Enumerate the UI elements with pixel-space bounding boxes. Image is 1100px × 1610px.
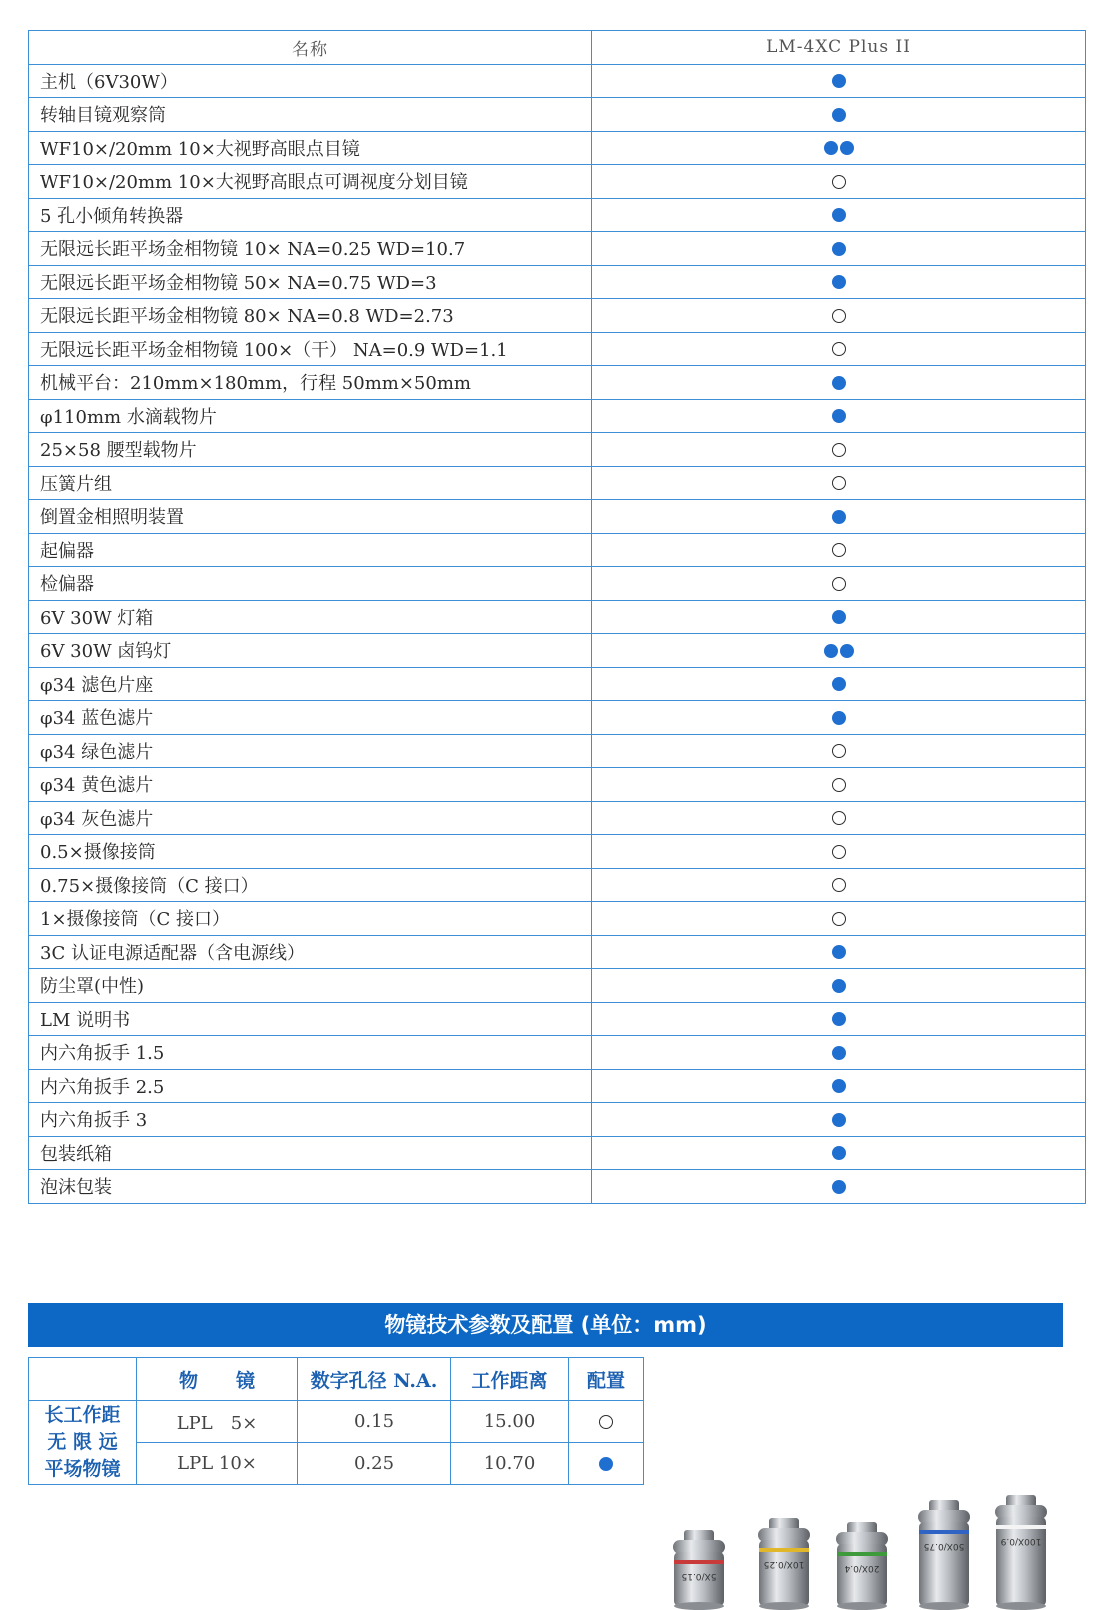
optional-mark-icon bbox=[832, 912, 846, 926]
optional-mark-icon bbox=[832, 577, 846, 591]
table-row bbox=[29, 366, 1086, 400]
standard-mark-icon bbox=[832, 711, 846, 725]
item-name: 压簧片组 bbox=[29, 466, 592, 500]
standard-mark-icon bbox=[832, 108, 846, 122]
item-mark bbox=[592, 232, 1086, 266]
item-mark bbox=[592, 1002, 1086, 1036]
header-model: LM-4XC Plus II bbox=[592, 31, 1086, 65]
standard-mark-icon bbox=[832, 376, 846, 390]
optional-mark-icon bbox=[832, 342, 846, 356]
item-name: 1×摄像接筒（C 接口） bbox=[29, 902, 592, 936]
table-row bbox=[29, 500, 1086, 534]
standard-mark-icon bbox=[832, 208, 846, 222]
item-mark bbox=[592, 902, 1086, 936]
objective-header-config: 配置 bbox=[569, 1358, 644, 1401]
table-row bbox=[29, 801, 1086, 835]
item-mark bbox=[592, 98, 1086, 132]
table-row bbox=[29, 868, 1086, 902]
item-mark bbox=[592, 399, 1086, 433]
standard-mark-icon bbox=[832, 242, 846, 256]
item-mark bbox=[592, 500, 1086, 534]
item-mark bbox=[592, 801, 1086, 835]
table-row bbox=[29, 98, 1086, 132]
header-name: 名称 bbox=[29, 31, 592, 65]
item-name: 转轴目镜观察筒 bbox=[29, 98, 592, 132]
optional-mark-icon bbox=[832, 778, 846, 792]
item-name: LM 说明书 bbox=[29, 1002, 592, 1036]
lens-label: 10X/0.25 bbox=[763, 1559, 805, 1569]
table-row bbox=[29, 768, 1086, 802]
table-row bbox=[29, 1136, 1086, 1170]
table-row bbox=[29, 332, 1086, 366]
item-mark bbox=[592, 634, 1086, 668]
standard-mark-icon bbox=[599, 1457, 613, 1471]
standard-mark-icon bbox=[832, 677, 846, 691]
item-mark bbox=[592, 935, 1086, 969]
item-mark bbox=[592, 1170, 1086, 1204]
objective-row bbox=[29, 1401, 644, 1443]
objective-wd: 15.00 bbox=[451, 1401, 569, 1443]
item-name: 倒置金相照明装置 bbox=[29, 500, 592, 534]
objective-config bbox=[569, 1443, 644, 1485]
objective-lens-image bbox=[915, 1500, 973, 1610]
standard-mark-icon bbox=[824, 644, 838, 658]
item-name: φ34 绿色滤片 bbox=[29, 734, 592, 768]
optional-mark-icon bbox=[832, 476, 846, 490]
item-name: 0.5×摄像接筒 bbox=[29, 835, 592, 869]
table-row bbox=[29, 734, 1086, 768]
optional-mark-icon bbox=[832, 543, 846, 557]
item-name: 主机（6V30W） bbox=[29, 64, 592, 98]
table-row bbox=[29, 299, 1086, 333]
objective-name: LPL 5× bbox=[137, 1401, 298, 1443]
item-mark bbox=[592, 1069, 1086, 1103]
item-mark bbox=[592, 734, 1086, 768]
item-name: 泡沫包装 bbox=[29, 1170, 592, 1204]
standard-mark-icon bbox=[832, 1012, 846, 1026]
table-row bbox=[29, 634, 1086, 668]
item-mark bbox=[592, 667, 1086, 701]
table-row bbox=[29, 399, 1086, 433]
item-name: 无限远长距平场金相物镜 80× NA=0.8 WD=2.73 bbox=[29, 299, 592, 333]
lens-label: 5X/0.15 bbox=[681, 1571, 717, 1581]
objective-header-objective: 物 镜 bbox=[137, 1358, 298, 1401]
standard-mark-icon bbox=[832, 409, 846, 423]
standard-mark-icon bbox=[832, 979, 846, 993]
standard-mark-icon bbox=[832, 1146, 846, 1160]
optional-mark-icon bbox=[832, 443, 846, 457]
item-mark bbox=[592, 64, 1086, 98]
item-name: 无限远长距平场金相物镜 50× NA=0.75 WD=3 bbox=[29, 265, 592, 299]
table-row bbox=[29, 835, 1086, 869]
objective-config bbox=[569, 1401, 644, 1443]
item-name: 起偏器 bbox=[29, 533, 592, 567]
item-name: 包装纸箱 bbox=[29, 1136, 592, 1170]
objective-section-title: 物镜技术参数及配置 (单位：mm) bbox=[28, 1303, 1063, 1347]
optional-mark-icon bbox=[832, 878, 846, 892]
table-row bbox=[29, 902, 1086, 936]
item-name: 无限远长距平场金相物镜 10× NA=0.25 WD=10.7 bbox=[29, 232, 592, 266]
item-mark bbox=[592, 165, 1086, 199]
item-name: φ34 滤色片座 bbox=[29, 667, 592, 701]
item-name: φ34 灰色滤片 bbox=[29, 801, 592, 835]
table-row bbox=[29, 198, 1086, 232]
configuration-table bbox=[28, 30, 1086, 1204]
table-row bbox=[29, 165, 1086, 199]
standard-mark-icon bbox=[832, 1046, 846, 1060]
table-row bbox=[29, 64, 1086, 98]
objective-table bbox=[28, 1357, 644, 1485]
item-name: WF10×/20mm 10×大视野高眼点目镜 bbox=[29, 131, 592, 165]
item-mark bbox=[592, 701, 1086, 735]
table-row bbox=[29, 969, 1086, 1003]
objective-category bbox=[29, 1401, 137, 1485]
item-mark bbox=[592, 1103, 1086, 1137]
objective-lens-image bbox=[833, 1522, 891, 1610]
table-row bbox=[29, 1069, 1086, 1103]
item-name: 3C 认证电源适配器（含电源线） bbox=[29, 935, 592, 969]
standard-mark-icon bbox=[832, 1079, 846, 1093]
item-name: φ110mm 水滴载物片 bbox=[29, 399, 592, 433]
item-name: 5 孔小倾角转换器 bbox=[29, 198, 592, 232]
item-name: 25×58 腰型载物片 bbox=[29, 433, 592, 467]
item-name: 0.75×摄像接筒（C 接口） bbox=[29, 868, 592, 902]
configuration-rows bbox=[29, 64, 1086, 1203]
standard-mark-icon bbox=[832, 275, 846, 289]
item-name: φ34 黄色滤片 bbox=[29, 768, 592, 802]
standard-mark-icon bbox=[840, 644, 854, 658]
table-row bbox=[29, 1036, 1086, 1070]
item-mark bbox=[592, 567, 1086, 601]
objective-na: 0.15 bbox=[298, 1401, 451, 1443]
standard-mark-icon bbox=[832, 1180, 846, 1194]
item-name: 内六角扳手 2.5 bbox=[29, 1069, 592, 1103]
item-mark bbox=[592, 835, 1086, 869]
table-row bbox=[29, 433, 1086, 467]
optional-mark-icon bbox=[832, 744, 846, 758]
optional-mark-icon bbox=[832, 309, 846, 323]
item-name: 6V 30W 灯箱 bbox=[29, 600, 592, 634]
item-mark bbox=[592, 868, 1086, 902]
objective-lens-image bbox=[992, 1495, 1050, 1610]
item-name: WF10×/20mm 10×大视野高眼点可调视度分划目镜 bbox=[29, 165, 592, 199]
item-mark bbox=[592, 768, 1086, 802]
table-row bbox=[29, 1103, 1086, 1137]
objective-header-blank bbox=[29, 1358, 137, 1401]
table-row bbox=[29, 232, 1086, 266]
item-name: 6V 30W 卤钨灯 bbox=[29, 634, 592, 668]
standard-mark-icon bbox=[832, 1113, 846, 1127]
item-name: 内六角扳手 3 bbox=[29, 1103, 592, 1137]
table-header-row bbox=[29, 31, 1086, 65]
item-mark bbox=[592, 265, 1086, 299]
table-row bbox=[29, 567, 1086, 601]
item-name: φ34 蓝色滤片 bbox=[29, 701, 592, 735]
table-row bbox=[29, 701, 1086, 735]
table-row bbox=[29, 466, 1086, 500]
item-mark bbox=[592, 332, 1086, 366]
objective-lens-images bbox=[670, 1460, 1070, 1610]
item-name: 机械平台：210mm×180mm，行程 50mm×50mm bbox=[29, 366, 592, 400]
table-row bbox=[29, 600, 1086, 634]
lens-label: 100X/0.9 bbox=[1000, 1536, 1042, 1546]
table-row bbox=[29, 935, 1086, 969]
table-row bbox=[29, 131, 1086, 165]
optional-mark-icon bbox=[832, 845, 846, 859]
item-mark bbox=[592, 198, 1086, 232]
table-row bbox=[29, 1002, 1086, 1036]
item-mark bbox=[592, 433, 1086, 467]
item-mark bbox=[592, 1036, 1086, 1070]
item-mark bbox=[592, 366, 1086, 400]
item-mark bbox=[592, 969, 1086, 1003]
standard-mark-icon bbox=[840, 141, 854, 155]
optional-mark-icon bbox=[832, 811, 846, 825]
category-line-3: 平场物镜 bbox=[44, 1458, 121, 1480]
objective-na: 0.25 bbox=[298, 1443, 451, 1485]
optional-mark-icon bbox=[832, 175, 846, 189]
objective-lens-image bbox=[755, 1518, 813, 1610]
objective-wd: 10.70 bbox=[451, 1443, 569, 1485]
table-row bbox=[29, 667, 1086, 701]
item-name: 检偏器 bbox=[29, 567, 592, 601]
item-mark bbox=[592, 600, 1086, 634]
item-mark bbox=[592, 466, 1086, 500]
table-row bbox=[29, 1170, 1086, 1204]
category-line-2: 无 限 远 bbox=[47, 1431, 118, 1453]
lens-label: 20X/0.4 bbox=[844, 1563, 880, 1573]
item-name: 无限远长距平场金相物镜 100×（干） NA=0.9 WD=1.1 bbox=[29, 332, 592, 366]
standard-mark-icon bbox=[832, 510, 846, 524]
item-name: 内六角扳手 1.5 bbox=[29, 1036, 592, 1070]
standard-mark-icon bbox=[832, 74, 846, 88]
lens-label: 50X/0.75 bbox=[923, 1541, 965, 1551]
standard-mark-icon bbox=[832, 610, 846, 624]
standard-mark-icon bbox=[832, 945, 846, 959]
item-mark bbox=[592, 1136, 1086, 1170]
table-row bbox=[29, 265, 1086, 299]
category-line-1: 长工作距 bbox=[44, 1404, 121, 1426]
item-mark bbox=[592, 299, 1086, 333]
objective-header-na: 数字孔径 N.A. bbox=[298, 1358, 451, 1401]
item-mark bbox=[592, 533, 1086, 567]
objective-name: LPL 10× bbox=[137, 1443, 298, 1485]
objective-header-row bbox=[29, 1358, 644, 1401]
objective-lens-image bbox=[670, 1530, 728, 1610]
item-mark bbox=[592, 131, 1086, 165]
standard-mark-icon bbox=[824, 141, 838, 155]
item-name: 防尘罩(中性) bbox=[29, 969, 592, 1003]
optional-mark-icon bbox=[599, 1415, 613, 1429]
objective-header-wd: 工作距离 bbox=[451, 1358, 569, 1401]
table-row bbox=[29, 533, 1086, 567]
